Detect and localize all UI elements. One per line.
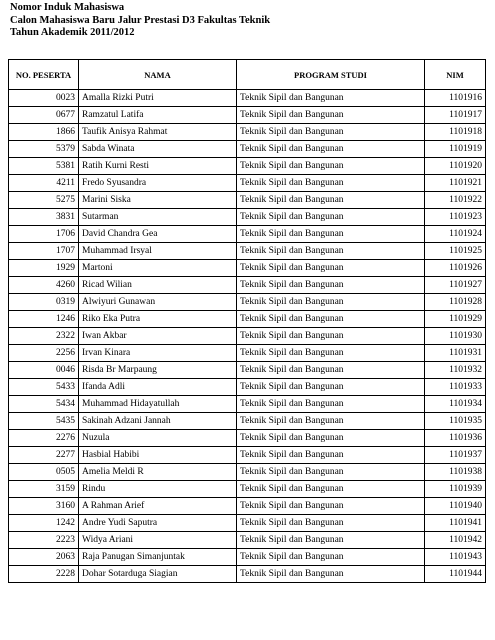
cell-program-studi: Teknik Sipil dan Bangunan xyxy=(237,243,425,260)
table-row xyxy=(9,328,486,345)
cell-no-peserta: 0677 xyxy=(9,107,79,124)
document-heading xyxy=(10,2,270,40)
table-row xyxy=(9,243,486,260)
table-row xyxy=(9,226,486,243)
cell-nim: 1101940 xyxy=(425,498,486,515)
cell-nama: David Chandra Gea xyxy=(79,226,237,243)
cell-nama: Fredo Syusandra xyxy=(79,175,237,192)
cell-nim: 1101936 xyxy=(425,430,486,447)
cell-nama: Marini Siska xyxy=(79,192,237,209)
cell-program-studi: Teknik Sipil dan Bangunan xyxy=(237,141,425,158)
cell-program-studi: Teknik Sipil dan Bangunan xyxy=(237,430,425,447)
table-row xyxy=(9,192,486,209)
column-header-program-studi: PROGRAM STUDI xyxy=(237,60,425,90)
cell-program-studi: Teknik Sipil dan Bangunan xyxy=(237,294,425,311)
table-row xyxy=(9,549,486,566)
cell-nim: 1101935 xyxy=(425,413,486,430)
cell-nim: 1101919 xyxy=(425,141,486,158)
cell-nama: Rindu xyxy=(79,481,237,498)
cell-program-studi: Teknik Sipil dan Bangunan xyxy=(237,413,425,430)
cell-no-peserta: 1246 xyxy=(9,311,79,328)
cell-program-studi: Teknik Sipil dan Bangunan xyxy=(237,90,425,107)
cell-no-peserta: 1707 xyxy=(9,243,79,260)
cell-no-peserta: 5381 xyxy=(9,158,79,175)
cell-no-peserta: 3159 xyxy=(9,481,79,498)
column-header-nim: NIM xyxy=(425,60,486,90)
cell-nim: 1101928 xyxy=(425,294,486,311)
cell-program-studi: Teknik Sipil dan Bangunan xyxy=(237,515,425,532)
cell-nim: 1101921 xyxy=(425,175,486,192)
cell-program-studi: Teknik Sipil dan Bangunan xyxy=(237,107,425,124)
table-row xyxy=(9,430,486,447)
cell-program-studi: Teknik Sipil dan Bangunan xyxy=(237,481,425,498)
heading-subtitle: Calon Mahasiswa Baru Jalur Prestasi D3 Fakultas Teknik xyxy=(10,14,271,26)
table-row xyxy=(9,532,486,549)
cell-program-studi: Teknik Sipil dan Bangunan xyxy=(237,362,425,379)
cell-nama: Ratih Kurni Resti xyxy=(79,158,237,175)
table-row xyxy=(9,515,486,532)
student-id-table xyxy=(8,59,486,583)
cell-nama: Ramzatul Latifa xyxy=(79,107,237,124)
table-header-row xyxy=(9,60,486,90)
cell-nama: Riko Eka Putra xyxy=(79,311,237,328)
cell-nim: 1101939 xyxy=(425,481,486,498)
cell-no-peserta: 0319 xyxy=(9,294,79,311)
cell-no-peserta: 5434 xyxy=(9,396,79,413)
table-row xyxy=(9,566,486,583)
cell-no-peserta: 0505 xyxy=(9,464,79,481)
table-row xyxy=(9,362,486,379)
cell-nim: 1101927 xyxy=(425,277,486,294)
table-row xyxy=(9,311,486,328)
cell-nama: Muhammad Irsyal xyxy=(79,243,237,260)
column-header-no-peserta: NO. PESERTA xyxy=(9,60,79,90)
cell-program-studi: Teknik Sipil dan Bangunan xyxy=(237,175,425,192)
cell-nama: Irvan Kinara xyxy=(79,345,237,362)
cell-program-studi: Teknik Sipil dan Bangunan xyxy=(237,345,425,362)
heading-title: Nomor Induk Mahasiswa xyxy=(10,2,125,13)
cell-program-studi: Teknik Sipil dan Bangunan xyxy=(237,549,425,566)
cell-program-studi: Teknik Sipil dan Bangunan xyxy=(237,209,425,226)
table-row xyxy=(9,294,486,311)
cell-program-studi: Teknik Sipil dan Bangunan xyxy=(237,192,425,209)
cell-nim: 1101918 xyxy=(425,124,486,141)
cell-nim: 1101930 xyxy=(425,328,486,345)
cell-no-peserta: 2223 xyxy=(9,532,79,549)
cell-nama: Andre Yudi Saputra xyxy=(79,515,237,532)
table-row xyxy=(9,413,486,430)
cell-no-peserta: 3160 xyxy=(9,498,79,515)
heading-academic-year: Tahun Akademik 2011/2012 xyxy=(10,27,135,38)
cell-nim: 1101942 xyxy=(425,532,486,549)
table-row xyxy=(9,141,486,158)
cell-no-peserta: 5275 xyxy=(9,192,79,209)
table-row xyxy=(9,260,486,277)
cell-program-studi: Teknik Sipil dan Bangunan xyxy=(237,566,425,583)
cell-nama: Hasbial Habibi xyxy=(79,447,237,464)
cell-nim: 1101931 xyxy=(425,345,486,362)
cell-program-studi: Teknik Sipil dan Bangunan xyxy=(237,158,425,175)
cell-nama: Amalla Rizki Putri xyxy=(79,90,237,107)
cell-nim: 1101926 xyxy=(425,260,486,277)
cell-nim: 1101934 xyxy=(425,396,486,413)
cell-no-peserta: 2322 xyxy=(9,328,79,345)
cell-no-peserta: 2277 xyxy=(9,447,79,464)
cell-no-peserta: 5379 xyxy=(9,141,79,158)
table-row xyxy=(9,464,486,481)
cell-nama: Sabda Winata xyxy=(79,141,237,158)
table-row xyxy=(9,90,486,107)
cell-no-peserta: 2276 xyxy=(9,430,79,447)
column-header-nama: NAMA xyxy=(79,60,237,90)
cell-nim: 1101938 xyxy=(425,464,486,481)
table-row xyxy=(9,107,486,124)
cell-nama: Ricad Wilian xyxy=(79,277,237,294)
cell-no-peserta: 4260 xyxy=(9,277,79,294)
cell-nim: 1101943 xyxy=(425,549,486,566)
cell-no-peserta: 0023 xyxy=(9,90,79,107)
cell-program-studi: Teknik Sipil dan Bangunan xyxy=(237,447,425,464)
table-row xyxy=(9,447,486,464)
cell-program-studi: Teknik Sipil dan Bangunan xyxy=(237,498,425,515)
cell-no-peserta: 3831 xyxy=(9,209,79,226)
table-body xyxy=(9,90,486,583)
cell-nama: Raja Panugan Simanjuntak xyxy=(79,549,237,566)
cell-nama: Sutarman xyxy=(79,209,237,226)
cell-nim: 1101923 xyxy=(425,209,486,226)
cell-program-studi: Teknik Sipil dan Bangunan xyxy=(237,226,425,243)
cell-no-peserta: 5433 xyxy=(9,379,79,396)
cell-no-peserta: 5435 xyxy=(9,413,79,430)
cell-nama: Sakinah Adzani Jannah xyxy=(79,413,237,430)
cell-program-studi: Teknik Sipil dan Bangunan xyxy=(237,124,425,141)
cell-nim: 1101932 xyxy=(425,362,486,379)
cell-program-studi: Teknik Sipil dan Bangunan xyxy=(237,379,425,396)
cell-program-studi: Teknik Sipil dan Bangunan xyxy=(237,277,425,294)
cell-no-peserta: 4211 xyxy=(9,175,79,192)
cell-nama: Nuzula xyxy=(79,430,237,447)
cell-nim: 1101944 xyxy=(425,566,486,583)
cell-nama: Widya Ariani xyxy=(79,532,237,549)
cell-nim: 1101922 xyxy=(425,192,486,209)
cell-program-studi: Teknik Sipil dan Bangunan xyxy=(237,311,425,328)
table-row xyxy=(9,481,486,498)
cell-no-peserta: 2256 xyxy=(9,345,79,362)
cell-nama: Martoni xyxy=(79,260,237,277)
table-row xyxy=(9,396,486,413)
cell-nim: 1101929 xyxy=(425,311,486,328)
cell-program-studi: Teknik Sipil dan Bangunan xyxy=(237,328,425,345)
table-row xyxy=(9,277,486,294)
cell-nama: Risda Br Marpaung xyxy=(79,362,237,379)
cell-nim: 1101937 xyxy=(425,447,486,464)
table-row xyxy=(9,345,486,362)
cell-nama: Muhammad Hidayatullah xyxy=(79,396,237,413)
cell-no-peserta: 1706 xyxy=(9,226,79,243)
cell-no-peserta: 2228 xyxy=(9,566,79,583)
cell-no-peserta: 1866 xyxy=(9,124,79,141)
cell-nim: 1101925 xyxy=(425,243,486,260)
cell-nama: Alwiyuri Gunawan xyxy=(79,294,237,311)
cell-no-peserta: 1242 xyxy=(9,515,79,532)
cell-no-peserta: 2063 xyxy=(9,549,79,566)
cell-nim: 1101917 xyxy=(425,107,486,124)
cell-nim: 1101933 xyxy=(425,379,486,396)
cell-program-studi: Teknik Sipil dan Bangunan xyxy=(237,396,425,413)
cell-program-studi: Teknik Sipil dan Bangunan xyxy=(237,464,425,481)
table-row xyxy=(9,209,486,226)
table-row xyxy=(9,498,486,515)
cell-nim: 1101920 xyxy=(425,158,486,175)
table-row xyxy=(9,124,486,141)
cell-nama: Taufik Anisya Rahmat xyxy=(79,124,237,141)
cell-nama: Ifanda Adli xyxy=(79,379,237,396)
cell-no-peserta: 0046 xyxy=(9,362,79,379)
table-row xyxy=(9,379,486,396)
cell-nama: A Rahman Arief xyxy=(79,498,237,515)
cell-nim: 1101941 xyxy=(425,515,486,532)
cell-program-studi: Teknik Sipil dan Bangunan xyxy=(237,532,425,549)
table-row xyxy=(9,175,486,192)
table-row xyxy=(9,158,486,175)
cell-nama: Iwan Akbar xyxy=(79,328,237,345)
cell-nim: 1101924 xyxy=(425,226,486,243)
cell-nama: Amelia Meldi R xyxy=(79,464,237,481)
cell-program-studi: Teknik Sipil dan Bangunan xyxy=(237,260,425,277)
cell-nama: Dohar Sotarduga Siagian xyxy=(79,566,237,583)
cell-nim: 1101916 xyxy=(425,90,486,107)
cell-no-peserta: 1929 xyxy=(9,260,79,277)
